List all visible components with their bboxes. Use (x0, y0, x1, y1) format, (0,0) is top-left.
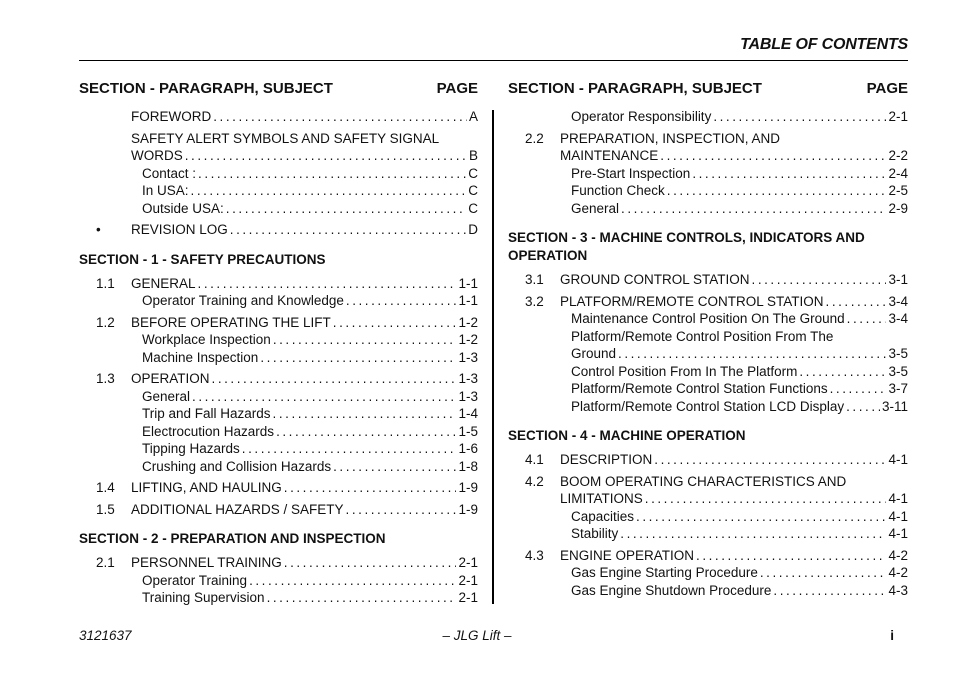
toc-entry-4-2[interactable]: 4.2 BOOM OPERATING CHARACTERISTICS AND LIMITATIONS . . . 4-1 (508, 473, 908, 508)
toc-entry-function-check[interactable]: Function Check . . . 2-5 (571, 182, 908, 200)
toc-entry-1-4[interactable]: 1.4 LIFTING, AND HAULING . . . 1-9 (79, 479, 478, 497)
toc-entry-gas-engine-starting[interactable]: Gas Engine Starting Procedure . . . 4-2 (571, 564, 908, 582)
toc-entry-1-5[interactable]: 1.5 ADDITIONAL HAZARDS / SAFETY . . . 1-9 (79, 501, 478, 519)
toc-entry-1-2[interactable]: 1.2 BEFORE OPERATING THE LIFT . . . 1-2 (79, 314, 478, 332)
column-divider (492, 110, 494, 604)
toc-entry-capacities[interactable]: Capacities . . . 4-1 (571, 508, 908, 526)
toc-entry-4-3[interactable]: 4.3 ENGINE OPERATION . . . 4-2 (508, 547, 908, 565)
toc-entry-1-3[interactable]: 1.3 OPERATION . . . 1-3 (79, 370, 478, 388)
toc-entry-contact[interactable]: Contact : . . . C (142, 165, 478, 183)
column-header-page: PAGE (436, 80, 478, 97)
toc-right-column (508, 78, 908, 599)
toc-entry-platform-remote-from-ground[interactable]: Platform/Remote Control Position From The Ground . . . 3-5 (571, 328, 908, 363)
toc-entry-outside-usa[interactable]: Outside USA: . . . C (142, 200, 478, 218)
column-header (79, 78, 478, 100)
column-header-page: PAGE (866, 80, 908, 97)
section-4-heading: SECTION - 4 - MACHINE OPERATION (508, 428, 746, 443)
toc-entry-machine-inspection[interactable]: Machine Inspection . . . 1-3 (142, 349, 478, 367)
header-rule (79, 60, 908, 61)
toc-entry-general-2[interactable]: General . . . 2-9 (571, 200, 908, 218)
toc-entry-maintenance-control-position[interactable]: Maintenance Control Position On The Ground . . . 3-4 (571, 310, 908, 328)
footer-page-number: i (890, 628, 894, 643)
toc-entry-training-supervision[interactable]: Training Supervision . . . 2-1 (142, 589, 478, 607)
toc-entry-tipping-hazards[interactable]: Tipping Hazards . . . 1-6 (142, 440, 478, 458)
toc-entry-operator-training-knowledge[interactable]: Operator Training and Knowledge . . . 1-1 (142, 292, 478, 310)
toc-entry-safety-alert-symbols[interactable]: SAFETY ALERT SYMBOLS AND SAFETY SIGNAL WORDS . . . B (131, 130, 478, 165)
toc-entry-3-1[interactable]: 3.1 GROUND CONTROL STATION . . . 3-1 (508, 271, 908, 289)
section-2-heading: SECTION - 2 - PREPARATION AND INSPECTION (79, 531, 386, 546)
toc-entry-1-1[interactable]: 1.1 GENERAL . . . 1-1 (79, 275, 478, 293)
toc-entry-crushing-collision-hazards[interactable]: Crushing and Collision Hazards . . . 1-8 (142, 458, 478, 476)
footer-brand: – JLG Lift – (442, 628, 512, 643)
toc-entry-2-2[interactable]: 2.2 PREPARATION, INSPECTION, AND MAINTENANCE . . . 2-2 (508, 130, 908, 165)
toc-entry-workplace-inspection[interactable]: Workplace Inspection . . . 1-2 (142, 331, 478, 349)
toc-entry-in-usa[interactable]: In USA: . . . C (142, 182, 478, 200)
toc-entry-trip-fall-hazards[interactable]: Trip and Fall Hazards . . . 1-4 (142, 405, 478, 423)
toc-entry-gas-engine-shutdown[interactable]: Gas Engine Shutdown Procedure . . . 4-3 (571, 582, 908, 600)
toc-entry-general[interactable]: General . . . 1-3 (142, 388, 478, 406)
footer-doc-number: 3121637 (79, 628, 132, 643)
toc-entry-lcd-display[interactable]: Platform/Remote Control Station LCD Display . . . 3-11 (571, 398, 908, 416)
toc-entry-electrocution-hazards[interactable]: Electrocution Hazards . . . 1-5 (142, 423, 478, 441)
toc-entry-revision-log[interactable]: • REVISION LOG . . . D (79, 221, 478, 239)
column-header-section: SECTION - PARAGRAPH, SUBJECT (79, 80, 333, 97)
toc-entry-operator-responsibility[interactable]: Operator Responsibility . . . 2-1 (571, 108, 908, 126)
toc-entry-4-1[interactable]: 4.1 DESCRIPTION . . . 4-1 (508, 451, 908, 469)
toc-entry-pre-start-inspection[interactable]: Pre-Start Inspection . . . 2-4 (571, 165, 908, 183)
toc-entry-control-position-platform[interactable]: Control Position From In The Platform . . . 3-5 (571, 363, 908, 381)
toc-entry-stability[interactable]: Stability . . . 4-1 (571, 525, 908, 543)
section-1-heading: SECTION - 1 - SAFETY PRECAUTIONS (79, 251, 326, 267)
page-title: TABLE OF CONTENTS (740, 36, 908, 53)
column-header-section: SECTION - PARAGRAPH, SUBJECT (508, 80, 762, 97)
toc-entry-station-functions[interactable]: Platform/Remote Control Station Functions . . . 3-7 (571, 380, 908, 398)
toc-entry-3-2[interactable]: 3.2 PLATFORM/REMOTE CONTROL STATION . . . 3-4 (508, 293, 908, 311)
toc-entry-operator-training[interactable]: Operator Training . . . 2-1 (142, 572, 478, 590)
toc-left-column (79, 78, 478, 607)
column-header (508, 78, 908, 100)
section-3-heading: SECTION - 3 - MACHINE CONTROLS, INDICATORS AND OPERATION (508, 230, 865, 263)
toc-entry-2-1[interactable]: 2.1 PERSONNEL TRAINING . . . 2-1 (79, 554, 478, 572)
toc-entry-foreword[interactable]: FOREWORD . . . A (131, 108, 478, 126)
bullet: • (96, 222, 101, 237)
